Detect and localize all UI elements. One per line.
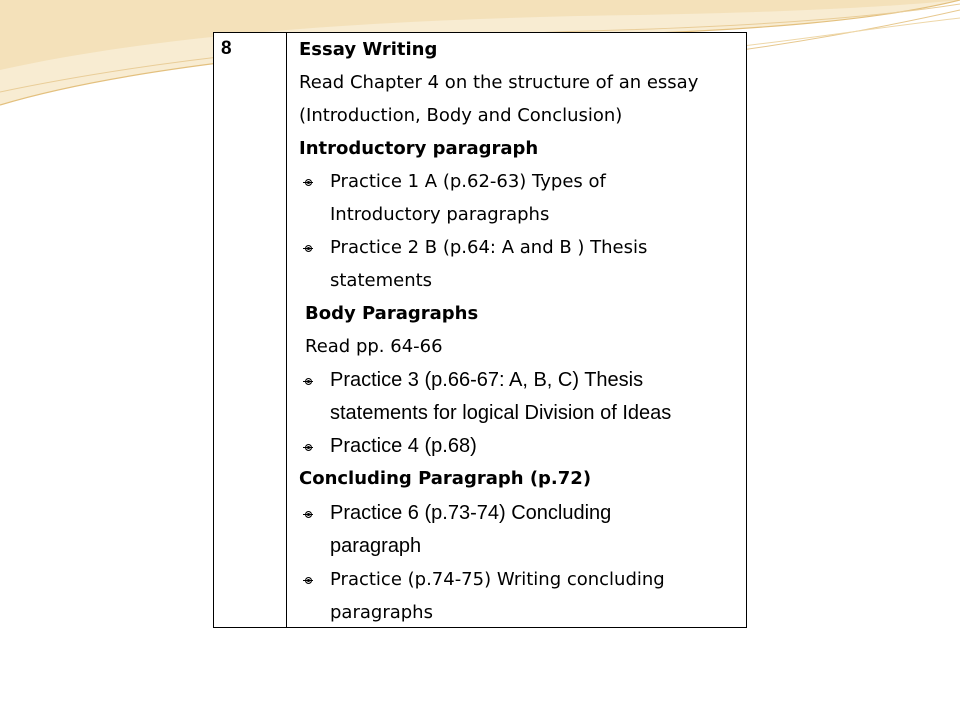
practice-item: Practice 1 A (p.62-63) Types of [330, 171, 606, 192]
practice-item-cont: paragraphs [330, 602, 433, 623]
row-title: Essay Writing [299, 39, 438, 60]
intro-line-2: (Introduction, Body and Conclusion) [299, 105, 623, 126]
practice-item: Practice 3 (p.66-67: A, B, C) Thesis [330, 369, 644, 391]
bullet-icon [305, 378, 312, 385]
practice-item: Practice 6 (p.73-74) Concluding [330, 502, 612, 524]
practice-item-cont: statements [330, 270, 433, 291]
practice-item: Practice 4 (p.68) [330, 435, 477, 457]
bullet-icon [305, 245, 312, 252]
body-heading: Body Paragraphs [305, 303, 479, 324]
bullet-icon [305, 577, 312, 584]
week-number-cell [214, 33, 287, 627]
bullet-icon [305, 511, 312, 518]
syllabus-table [213, 32, 747, 628]
practice-item-cont: paragraph [330, 535, 422, 557]
bullet-icon [305, 444, 312, 451]
practice-item-cont: statements for logical Division of Ideas [330, 402, 672, 424]
intro-line-1: Read Chapter 4 on the structure of an essay [299, 72, 699, 93]
body-read: Read pp. 64-66 [305, 336, 443, 357]
introductory-heading: Introductory paragraph [299, 138, 539, 159]
content-cell [287, 33, 746, 627]
concluding-heading: Concluding Paragraph (p.72) [299, 468, 592, 489]
practice-item: Practice (p.74-75) Writing concluding [330, 569, 665, 590]
bullet-icon [305, 179, 312, 186]
practice-item-cont: Introductory paragraphs [330, 204, 550, 225]
practice-item: Practice 2 B (p.64: A and B ) Thesis [330, 237, 648, 258]
week-number: 8 [221, 38, 232, 59]
